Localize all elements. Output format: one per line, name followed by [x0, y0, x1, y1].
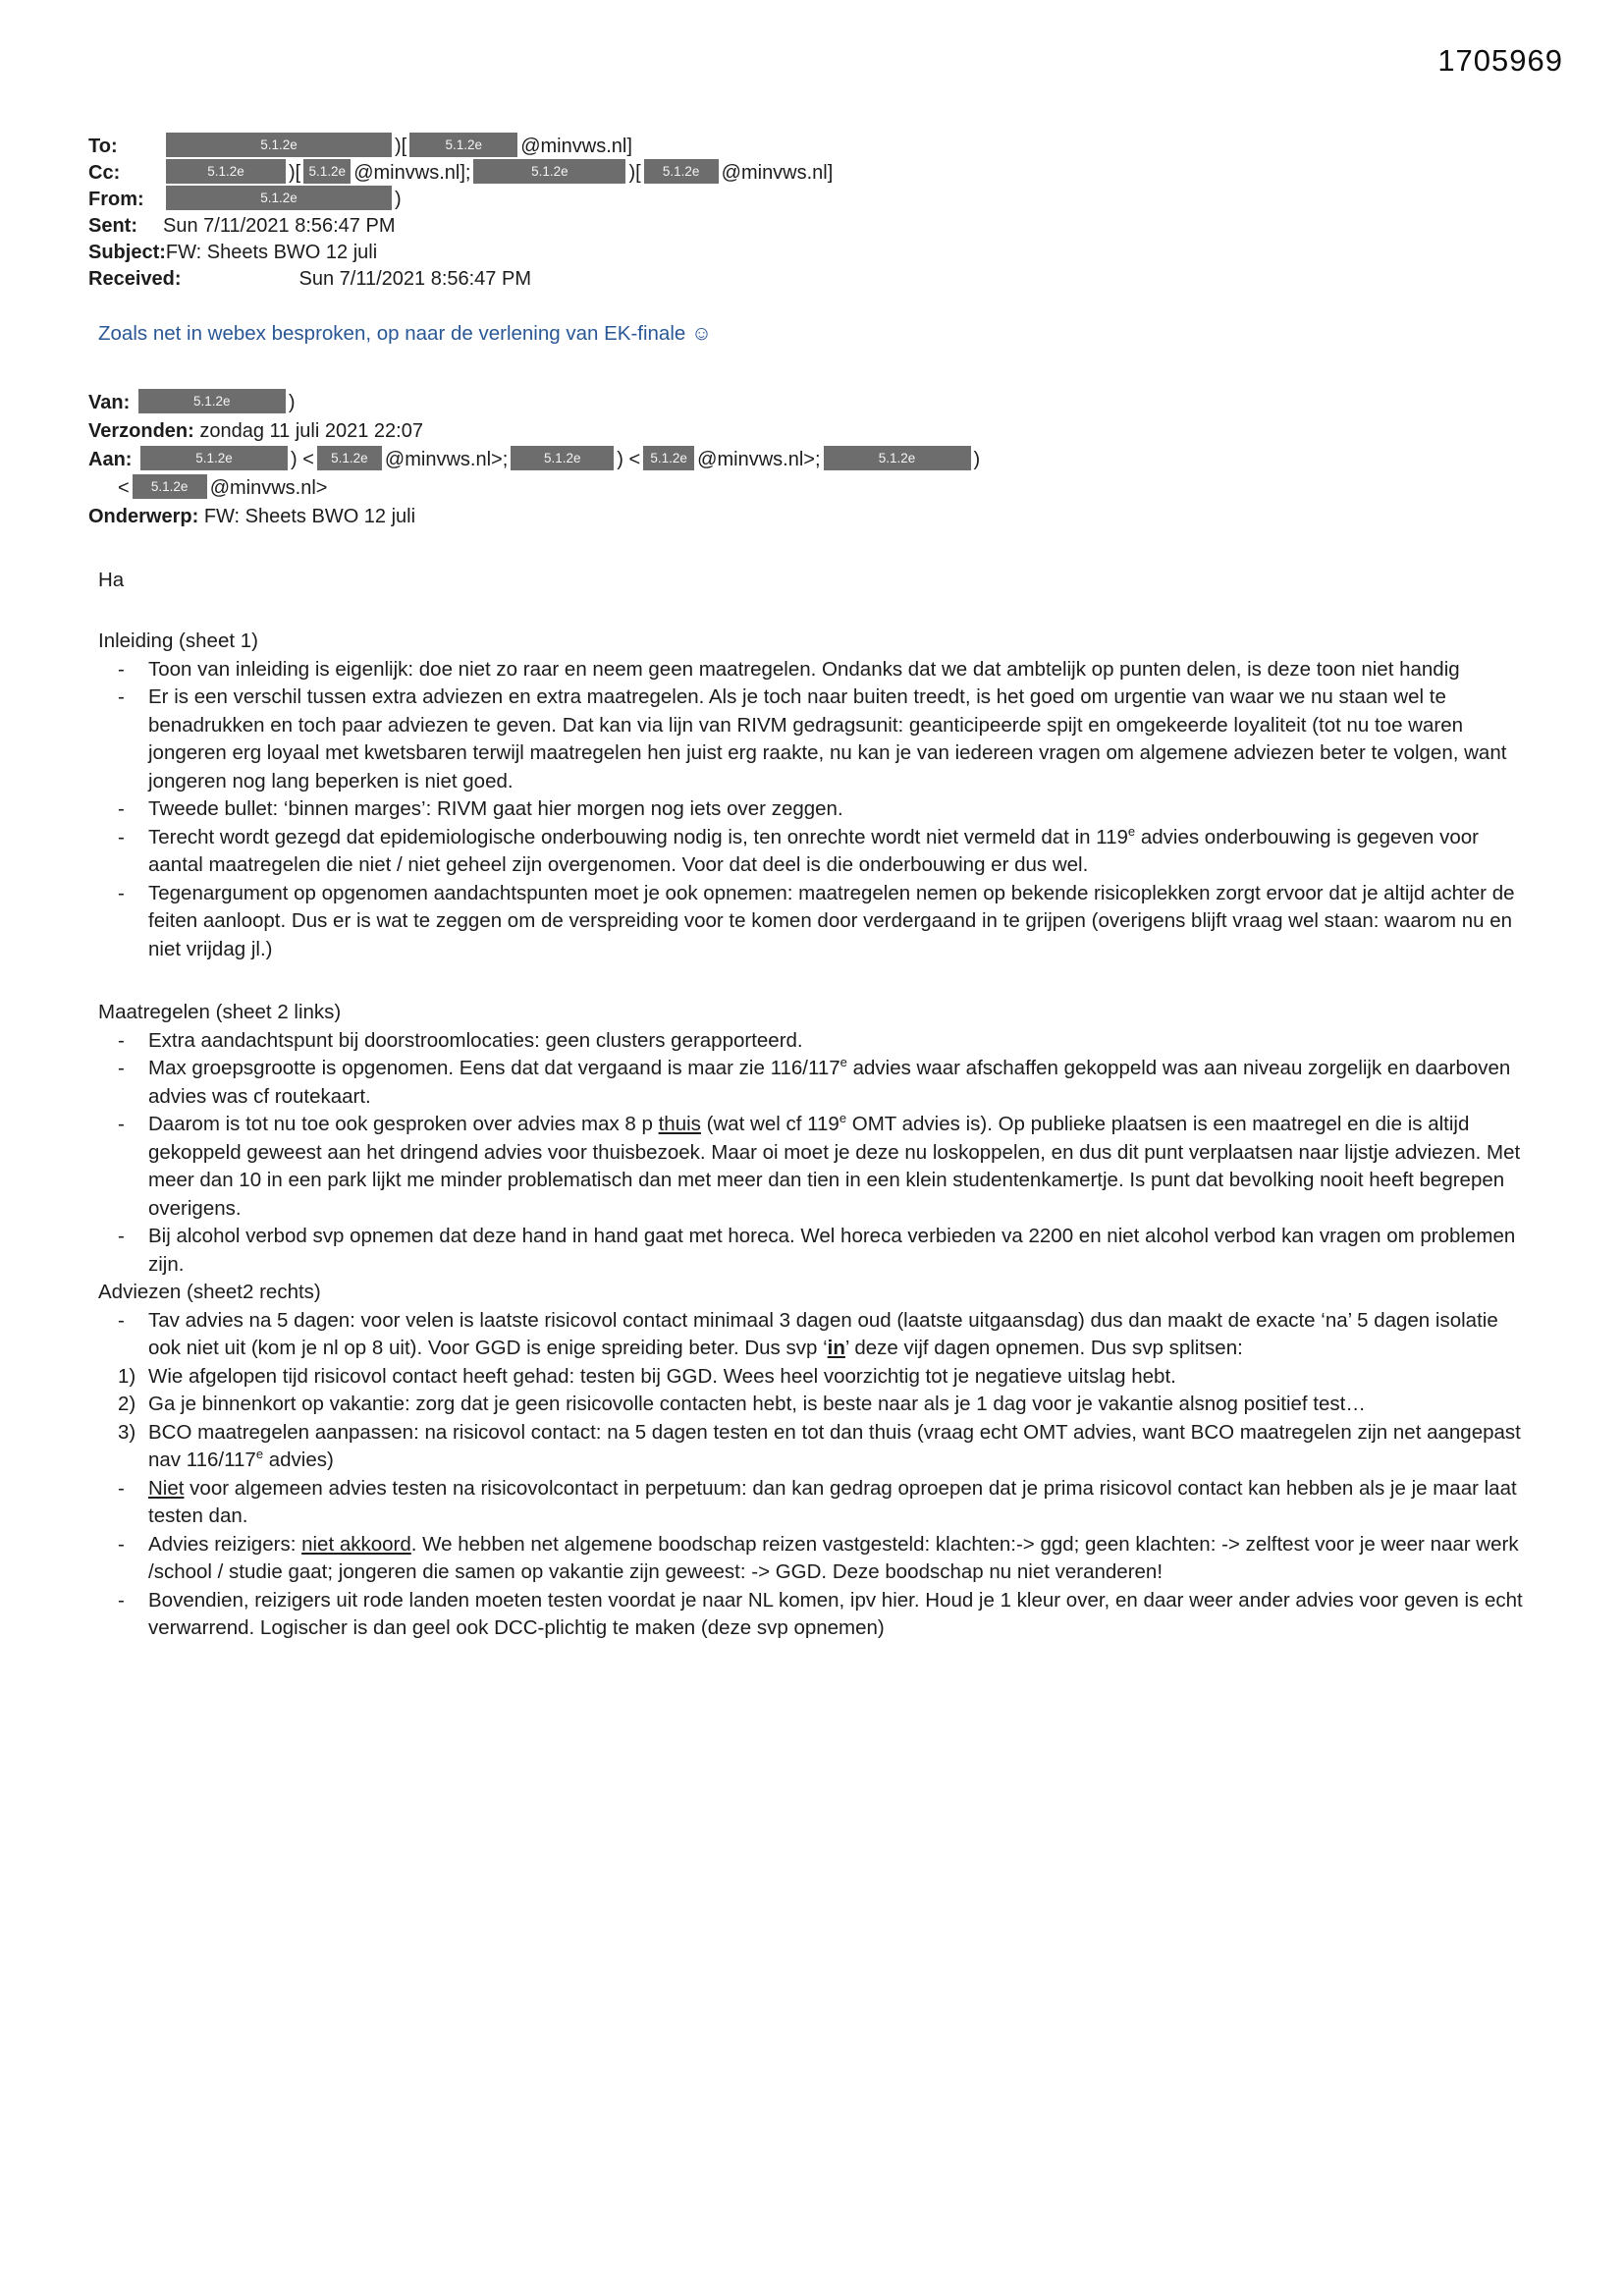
header-field-value: [163, 134, 1532, 160]
text-segment: zondag 11 juli 2021 22:07: [199, 420, 423, 442]
list-item: [118, 1055, 1532, 1111]
list-item: [118, 1475, 1532, 1531]
salutation: Ha: [98, 569, 125, 591]
redaction-box: 5.1.2e: [644, 159, 719, 184]
redaction-box: 5.1.2e: [317, 446, 382, 470]
list-marker: -: [118, 797, 125, 820]
list-item-text: [148, 1223, 1532, 1279]
header-field-value: [163, 213, 1532, 240]
redaction-box: 5.1.2e: [166, 186, 392, 210]
text-segment: @minvws.nl>: [209, 477, 328, 499]
list-marker: -: [118, 657, 125, 681]
section-heading: Inleiding (sheet 1): [98, 629, 258, 652]
text-segment: advies onderbouwing is gegeven voor aantal maatregelen die niet / niet geheel zijn overgenomen. Voor dat deel is die onderbouwing er dus wel.: [148, 825, 1480, 876]
text-segment: @minvws.nl>;: [384, 449, 509, 470]
redaction-box: 5.1.2e: [409, 133, 517, 157]
header-row: [88, 266, 1532, 293]
text-segment: voor algemeen advies testen na risicovolcontact in perpetuum: dan kan gedrag oproepen dat je prima risicovol contact kan hebben als je je maar laat testen dan.: [148, 1476, 1517, 1527]
list-item-text: [148, 1307, 1532, 1363]
list-item: [118, 1027, 1532, 1056]
emphasized-text: in: [827, 1337, 845, 1359]
header-field-value: [166, 240, 1532, 266]
header-field-value: [163, 160, 1532, 187]
text-segment: Tweede bullet: ‘binnen marges’: RIVM gaat hier morgen nog iets over zeggen.: [148, 797, 843, 820]
text-segment: Bij alcohol verbod svp opnemen dat deze hand in hand gaat met horeca. Wel horeca verbieden va 2200 en niet alcohol verbod kan vragen om problemen zijn.: [148, 1225, 1516, 1276]
document-number: 1705969: [1437, 43, 1563, 78]
text-segment: Daarom is tot nu toe ook gesproken over advies max 8 p: [148, 1113, 659, 1135]
list-item: [118, 1419, 1532, 1475]
list-marker: -: [118, 1476, 125, 1500]
text-segment: ) <: [291, 449, 314, 470]
forward-header-row: [88, 503, 1532, 531]
text-segment: Wie afgelopen tijd risicovol contact heeft gehad: testen bij GGD. Wees heel voorzichtig tot je negatieve uitslag hebt.: [148, 1364, 1176, 1388]
list-marker: -: [118, 1057, 125, 1079]
text-segment: ’ deze vijf dagen opnemen. Dus svp splitsen:: [844, 1337, 1243, 1359]
list-item: [118, 795, 1532, 824]
header-field-label: Received:: [88, 268, 182, 290]
list-marker: 3): [118, 1420, 136, 1444]
header-field-label: Van:: [88, 392, 131, 413]
list-marker: -: [118, 1028, 125, 1052]
list-marker: -: [118, 1225, 125, 1247]
list-item-text: [148, 1587, 1532, 1643]
list-item-text: [148, 1027, 1532, 1056]
list-item-text: [148, 1475, 1532, 1531]
header-row: [88, 240, 1532, 266]
list-item: [118, 880, 1532, 964]
text-segment: (wat wel cf 119: [700, 1113, 839, 1135]
text-segment: Ga je binnenkort op vakantie: zorg dat je geen risicovolle contacten hebt, is beste naar als je 1 dag voor je vakantie alsnog positief test…: [148, 1393, 1366, 1415]
list-item: [118, 1531, 1532, 1587]
list-item-text: [148, 824, 1532, 880]
email-body: [88, 628, 1532, 1643]
redaction-box: 5.1.2e: [138, 389, 286, 413]
superscript-text: e: [1127, 823, 1136, 839]
emphasized-text: niet akkoord: [301, 1532, 411, 1556]
list-marker: -: [118, 1113, 125, 1135]
redaction-box: 5.1.2e: [511, 446, 614, 470]
list-item-text: [148, 880, 1532, 964]
list-item-text: [148, 1391, 1532, 1419]
superscript-text: e: [839, 1055, 847, 1070]
text-segment: )[: [395, 136, 407, 157]
header-row: [88, 134, 1532, 160]
text-segment: )[: [289, 162, 301, 184]
emphasized-text: Niet: [148, 1476, 185, 1500]
text-segment: )[: [628, 162, 641, 184]
list-item-text: [148, 1111, 1532, 1223]
text-segment: advies): [263, 1449, 334, 1471]
list-marker: -: [118, 825, 125, 848]
redaction-box: 5.1.2e: [133, 474, 207, 499]
header-field-label: To:: [88, 136, 118, 157]
text-segment: Tav advies na 5 dagen: voor velen is laatste risicovol contact minimaal 3 dagen oud (laatste uitgaansdag) dus dan maakt de exacte ‘na’ 5 dagen isolatie ook niet uit (kom je nl op 8 uit). Voor GGD is enige spreiding beter. Dus svp ‘: [148, 1308, 1498, 1359]
list-item-text: [148, 1419, 1532, 1475]
text-segment: ): [973, 449, 981, 470]
text-segment: <: [118, 477, 130, 499]
text-segment: Advies reizigers:: [148, 1532, 302, 1556]
header-field-label: Sent:: [88, 215, 137, 237]
list-marker: -: [118, 881, 125, 904]
text-segment: BCO maatregelen aanpassen: na risicovol contact: na 5 dagen testen en tot dan thuis (vraag echt OMT advies, want BCO maatregelen zijn net aangepast nav 116/117: [148, 1420, 1521, 1471]
list-item-text: [148, 683, 1532, 795]
forward-header-row: [88, 446, 1532, 474]
list-marker: -: [118, 1588, 125, 1612]
superscript-text: e: [255, 1447, 264, 1462]
header-field-label: Verzonden:: [88, 420, 194, 442]
header-row: [88, 160, 1532, 187]
list-item-text: [148, 656, 1532, 684]
forward-header-row: [118, 474, 1532, 503]
list-item-text: [148, 1531, 1532, 1587]
outlook-header-block: [88, 134, 1532, 293]
redaction-box: 5.1.2e: [473, 159, 625, 184]
text-segment: Toon van inleiding is eigenlijk: doe niet zo raar en neem geen maatregelen. Ondanks dat we dat ambtelijk op punten delen, is deze toon niet handig: [148, 657, 1460, 681]
list-marker: 2): [118, 1393, 136, 1415]
text-segment: FW: Sheets BWO 12 juli: [165, 242, 378, 263]
list-item-text: [148, 795, 1532, 824]
list-item: [118, 656, 1532, 684]
forward-header-row: [88, 389, 1532, 417]
list-item: [118, 1363, 1532, 1392]
redaction-box: 5.1.2e: [643, 446, 694, 470]
text-segment: @minvws.nl]: [721, 162, 834, 184]
text-segment: @minvws.nl]: [520, 136, 632, 157]
list-item: [118, 1391, 1532, 1419]
text-segment: Extra aandachtspunt bij doorstroomlocaties: geen clusters gerapporteerd.: [148, 1028, 803, 1052]
list-item: [118, 683, 1532, 795]
text-segment: Sun 7/11/2021 8:56:47 PM: [298, 268, 531, 290]
redaction-box: 5.1.2e: [166, 133, 392, 157]
list-item: [118, 1111, 1532, 1223]
text-segment: ): [288, 392, 296, 413]
text-segment: advies waar afschaffen gekoppeld was aan niveau zorgelijk en daarboven advies was cf routekaart.: [148, 1057, 1511, 1108]
text-segment: Bovendien, reizigers uit rode landen moeten testen voordat je naar NL komen, ipv hier. Houd je 1 kleur over, en daar weer ander advies voor geven is echt verwarrend. Logischer is dan geel ook DCC-plichtig te maken (deze svp opnemen): [148, 1588, 1523, 1639]
header-field-label: Cc:: [88, 162, 121, 184]
text-segment: Terecht wordt gezegd dat epidemiologische onderbouwing nodig is, ten onrechte wordt niet vermeld dat in 119: [148, 825, 1128, 848]
section-heading: Adviezen (sheet2 rechts): [98, 1281, 321, 1303]
redaction-box: 5.1.2e: [166, 159, 286, 184]
emphasized-text: thuis: [658, 1113, 701, 1135]
text-segment: Er is een verschil tussen extra adviezen en extra maatregelen. Als je toch naar buiten treedt, is het goed om urgentie van waar we nu staan wel te benadrukken en toch paar adviezen te geven. Dat kan via lijn van RIVM gedragsunit: geanticipeerde spijt en omgekeerde loyaliteit (tot nu toe waren jongeren erg loyaal met kwetsbaren terwijl maatregelen hen juist erg raakte, nu kan je van iedereen vragen om algemene adviezen beter te volgen, want jongeren nog lang beperken is niet goed.: [148, 685, 1507, 793]
redaction-box: 5.1.2e: [824, 446, 971, 470]
section-heading: Maatregelen (sheet 2 links): [98, 1001, 342, 1023]
text-segment: @minvws.nl];: [353, 162, 471, 184]
text-segment: OMT advies is). Op publieke plaatsen is een maatregel en die is altijd gekoppeld geweest aan het dringend advies voor thuisbezoek. Maar oi moet je deze nu loskoppelen, en dus dit punt verplaatsen naar lijstje adviezen. Met meer dan 10 in een park lijkt me minder problematisch dan met meer dan tien in een klein studentenkamertje. Is punt dat bevolking nooit heeft begrepen overigens.: [148, 1113, 1521, 1220]
text-segment: ): [395, 189, 402, 210]
header-row: [88, 213, 1532, 240]
text-segment: . We hebben net algemene boodschap reizen vastgesteld: klachten:-> ggd; geen klachten: -> zelftest voor je weer naar werk /school / studie gaat; jongeren die samen op vakantie zijn geweest: -> GGD. Deze boodschap nu niet veranderen!: [148, 1532, 1519, 1583]
header-field-label: Aan:: [88, 449, 133, 470]
list-item: [118, 1307, 1532, 1363]
list-item-text: [148, 1055, 1532, 1111]
header-field-label: From:: [88, 189, 144, 210]
greeting-line: Zoals net in webex besproken, op naar de verlening van EK-finale ☺: [98, 322, 712, 345]
header-row: [88, 187, 1532, 213]
forward-header-block: [88, 389, 1532, 531]
superscript-text: e: [839, 1111, 847, 1126]
redaction-box: 5.1.2e: [303, 159, 351, 184]
list-marker: -: [118, 1532, 125, 1556]
list-marker: -: [118, 685, 125, 708]
list-marker: -: [118, 1308, 125, 1332]
header-field-label: Onderwerp:: [88, 506, 199, 527]
header-field-value: [163, 187, 1532, 213]
text-segment: FW: Sheets BWO 12 juli: [203, 506, 416, 527]
header-field-value: [299, 266, 1533, 293]
header-field-label: Subject:: [88, 242, 166, 263]
text-segment: @minvws.nl>;: [697, 449, 821, 470]
list-item: [118, 1223, 1532, 1279]
text-segment: Sun 7/11/2021 8:56:47 PM: [163, 215, 396, 237]
list-item-text: [148, 1363, 1532, 1392]
text-segment: Tegenargument op opgenomen aandachtspunten moet je ook opnemen: maatregelen nemen op bekende risicoplekken zorgt ervoor dat je altijd achter de feiten aanloopt. Dus er is wat te zeggen om de verspreiding voor te komen door verdergaand in te grijpen (overigens blijft vraag wel staan: waarom nu en niet vrijdag jl.): [148, 881, 1515, 960]
forward-header-row: [88, 417, 1532, 446]
list-item: [118, 824, 1532, 880]
list-item: [118, 1587, 1532, 1643]
text-segment: ) <: [617, 449, 641, 470]
list-marker: 1): [118, 1364, 136, 1388]
text-segment: Max groepsgrootte is opgenomen. Eens dat dat vergaand is maar zie 116/117: [148, 1057, 840, 1079]
redaction-box: 5.1.2e: [140, 446, 288, 470]
